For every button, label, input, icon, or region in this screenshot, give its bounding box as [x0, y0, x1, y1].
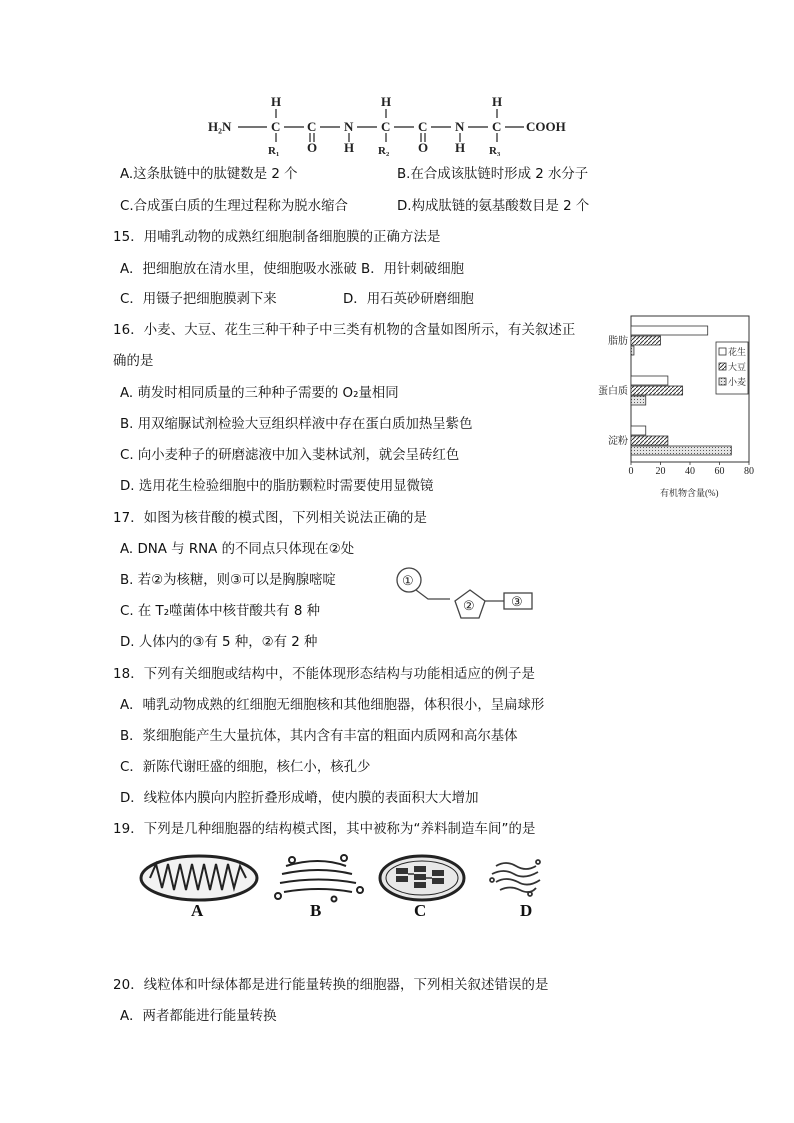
- peptide-formula: [200, 92, 600, 156]
- x-tick-label: 40: [685, 466, 695, 477]
- peptide-h-top-1: H: [271, 94, 282, 109]
- peptide-c-4: C: [418, 119, 428, 134]
- peptide-h-top-3: H: [492, 94, 503, 109]
- legend-swatch: [719, 378, 726, 385]
- q14-option-c: C.合成蛋白质的生理过程称为脱水缩合: [120, 199, 348, 214]
- q15-option-c: C．用镊子把细胞膜剥下来: [120, 292, 277, 307]
- q15-stem: 15．用哺乳动物的成熟红细胞制备细胞膜的正确方法是: [113, 230, 441, 245]
- q14-option-b: B.在合成该肽链时形成 2 水分子: [397, 167, 589, 182]
- peptide-h-top-2: H: [381, 94, 392, 109]
- peptide-h-bottom-2: H: [455, 140, 466, 155]
- category-label: 脂肪: [608, 336, 628, 347]
- q16-option-c: C. 向小麦种子的研磨滤液中加入斐林试剂，就会呈砖红色: [120, 448, 460, 463]
- peptide-r2: R₂: [378, 145, 390, 157]
- category-label: 淀粉: [608, 436, 628, 447]
- legend-label: 大豆: [728, 362, 747, 372]
- peptide-n-2: N: [455, 119, 465, 134]
- q14-option-a: A.这条肽链中的肽键数是 2 个: [120, 167, 298, 182]
- peptide-n-1: N: [344, 119, 354, 134]
- category-label: 蛋白质: [598, 386, 628, 397]
- q16-option-b: B. 用双缩脲试剂检验大豆组织样液中存在蛋白质加热呈紫色: [120, 417, 473, 432]
- peptide-cooh: COOH: [526, 119, 566, 134]
- x-tick-label: 60: [714, 466, 725, 477]
- legend-swatch: [719, 363, 726, 370]
- q20-option-a: A．两者都能进行能量转换: [120, 1009, 277, 1024]
- q17-stem: 17．如图为核苷酸的模式图，下列相关说法正确的是: [113, 511, 428, 526]
- q18-option-c: C．新陈代谢旺盛的细胞，核仁小，核孔少: [120, 760, 371, 775]
- seed-composition-chart: [598, 312, 764, 500]
- q14-option-d: D.构成肽链的氨基酸数目是 2 个: [397, 199, 590, 214]
- q18-option-d: D．线粒体内膜向内腔折叠形成嵴，使内膜的表面积大大增加: [120, 791, 479, 806]
- q16-stem-line-2: 确的是: [113, 354, 154, 369]
- x-tick-label: 20: [655, 466, 666, 477]
- x-tick-label: 0: [628, 466, 634, 477]
- q17-option-c: C. 在 T₂噬菌体中核苷酸共有 8 种: [120, 604, 320, 619]
- peptide-c-1: C: [271, 119, 281, 134]
- peptide-r3: R₃: [489, 145, 501, 157]
- q19-stem: 19．下列是几种细胞器的结构模式图，其中被称为“养料制造车间”的是: [113, 822, 536, 837]
- bar-脂肪-小麦: [631, 346, 634, 355]
- golgi-apparatus-icon: [275, 855, 363, 902]
- organelle-label-b: B: [310, 901, 322, 920]
- q17-option-a: A. DNA 与 RNA 的不同点只体现在②处: [120, 542, 355, 557]
- part-1-label: ①: [402, 573, 414, 588]
- peptide-c-5: C: [492, 119, 502, 134]
- organelle-label-a: A: [191, 901, 204, 920]
- q18-option-b: B．浆细胞能产生大量抗体，其内含有丰富的粗面内质网和高尔基体: [120, 729, 518, 744]
- legend-label: 小麦: [728, 377, 747, 387]
- bar-脂肪-大豆: [631, 336, 661, 345]
- q15-option-d: D．用石英砂研磨细胞: [343, 292, 474, 307]
- part-3-label: ③: [511, 594, 523, 609]
- q15-option-ab: A．把细胞放在清水里，使细胞吸水涨破 B．用针刺破细胞: [120, 262, 464, 277]
- peptide-r1: R₁: [268, 145, 280, 157]
- bar-蛋白质-小麦: [631, 396, 646, 405]
- bar-脂肪-花生: [631, 326, 708, 335]
- q18-stem: 18．下列有关细胞或结构中，不能体现形态结构与功能相适应的例子是: [113, 667, 535, 682]
- x-tick-label: 80: [744, 466, 754, 477]
- bar-淀粉-小麦: [631, 446, 731, 455]
- q20-stem: 20．线粒体和叶绿体都是进行能量转换的细胞器，下列相关叙述错误的是: [113, 978, 549, 993]
- peptide-o-2: O: [418, 140, 429, 155]
- chloroplast-icon: [380, 856, 464, 900]
- q17-option-b: B. 若②为核糖，则③可以是胸腺嘧啶: [120, 573, 336, 588]
- bar-蛋白质-大豆: [631, 386, 683, 395]
- organelle-label-c: C: [414, 901, 427, 920]
- q16-option-a: A. 萌发时相同质量的三种种子需要的 O₂量相同: [120, 386, 399, 401]
- peptide-o-1: O: [307, 140, 318, 155]
- bar-蛋白质-花生: [631, 376, 668, 385]
- organelle-label-d: D: [520, 901, 533, 920]
- phosphate-sugar-bond: [416, 590, 450, 599]
- peptide-c-2: C: [307, 119, 317, 134]
- part-2-label: ②: [463, 598, 475, 613]
- organelles-figure: [134, 852, 554, 922]
- peptide-h2n: H₂N: [208, 119, 232, 134]
- legend-label: 花生: [728, 347, 747, 357]
- q16-stem-line-1: 16．小麦、大豆、花生三种干种子中三类有机物的含量如图所示，有关叙述正: [113, 323, 576, 338]
- mitochondrion-icon: [141, 856, 257, 900]
- q17-option-d: D. 人体内的③有 5 种，②有 2 种: [120, 635, 318, 650]
- q16-option-d: D. 选用花生检验细胞中的脂肪颗粒时需要使用显微镜: [120, 479, 434, 494]
- nucleotide-diagram: [392, 566, 542, 622]
- bar-淀粉-花生: [631, 426, 646, 435]
- q18-option-a: A．哺乳动物成熟的红细胞无细胞核和其他细胞器，体积很小，呈扁球形: [120, 698, 545, 713]
- endoplasmic-reticulum-icon: [490, 860, 540, 896]
- peptide-h-bottom-1: H: [344, 140, 355, 155]
- legend-swatch: [719, 348, 726, 355]
- peptide-c-3: C: [381, 119, 391, 134]
- bar-淀粉-大豆: [631, 436, 668, 445]
- x-axis-label: 有机物含量(%): [660, 488, 719, 498]
